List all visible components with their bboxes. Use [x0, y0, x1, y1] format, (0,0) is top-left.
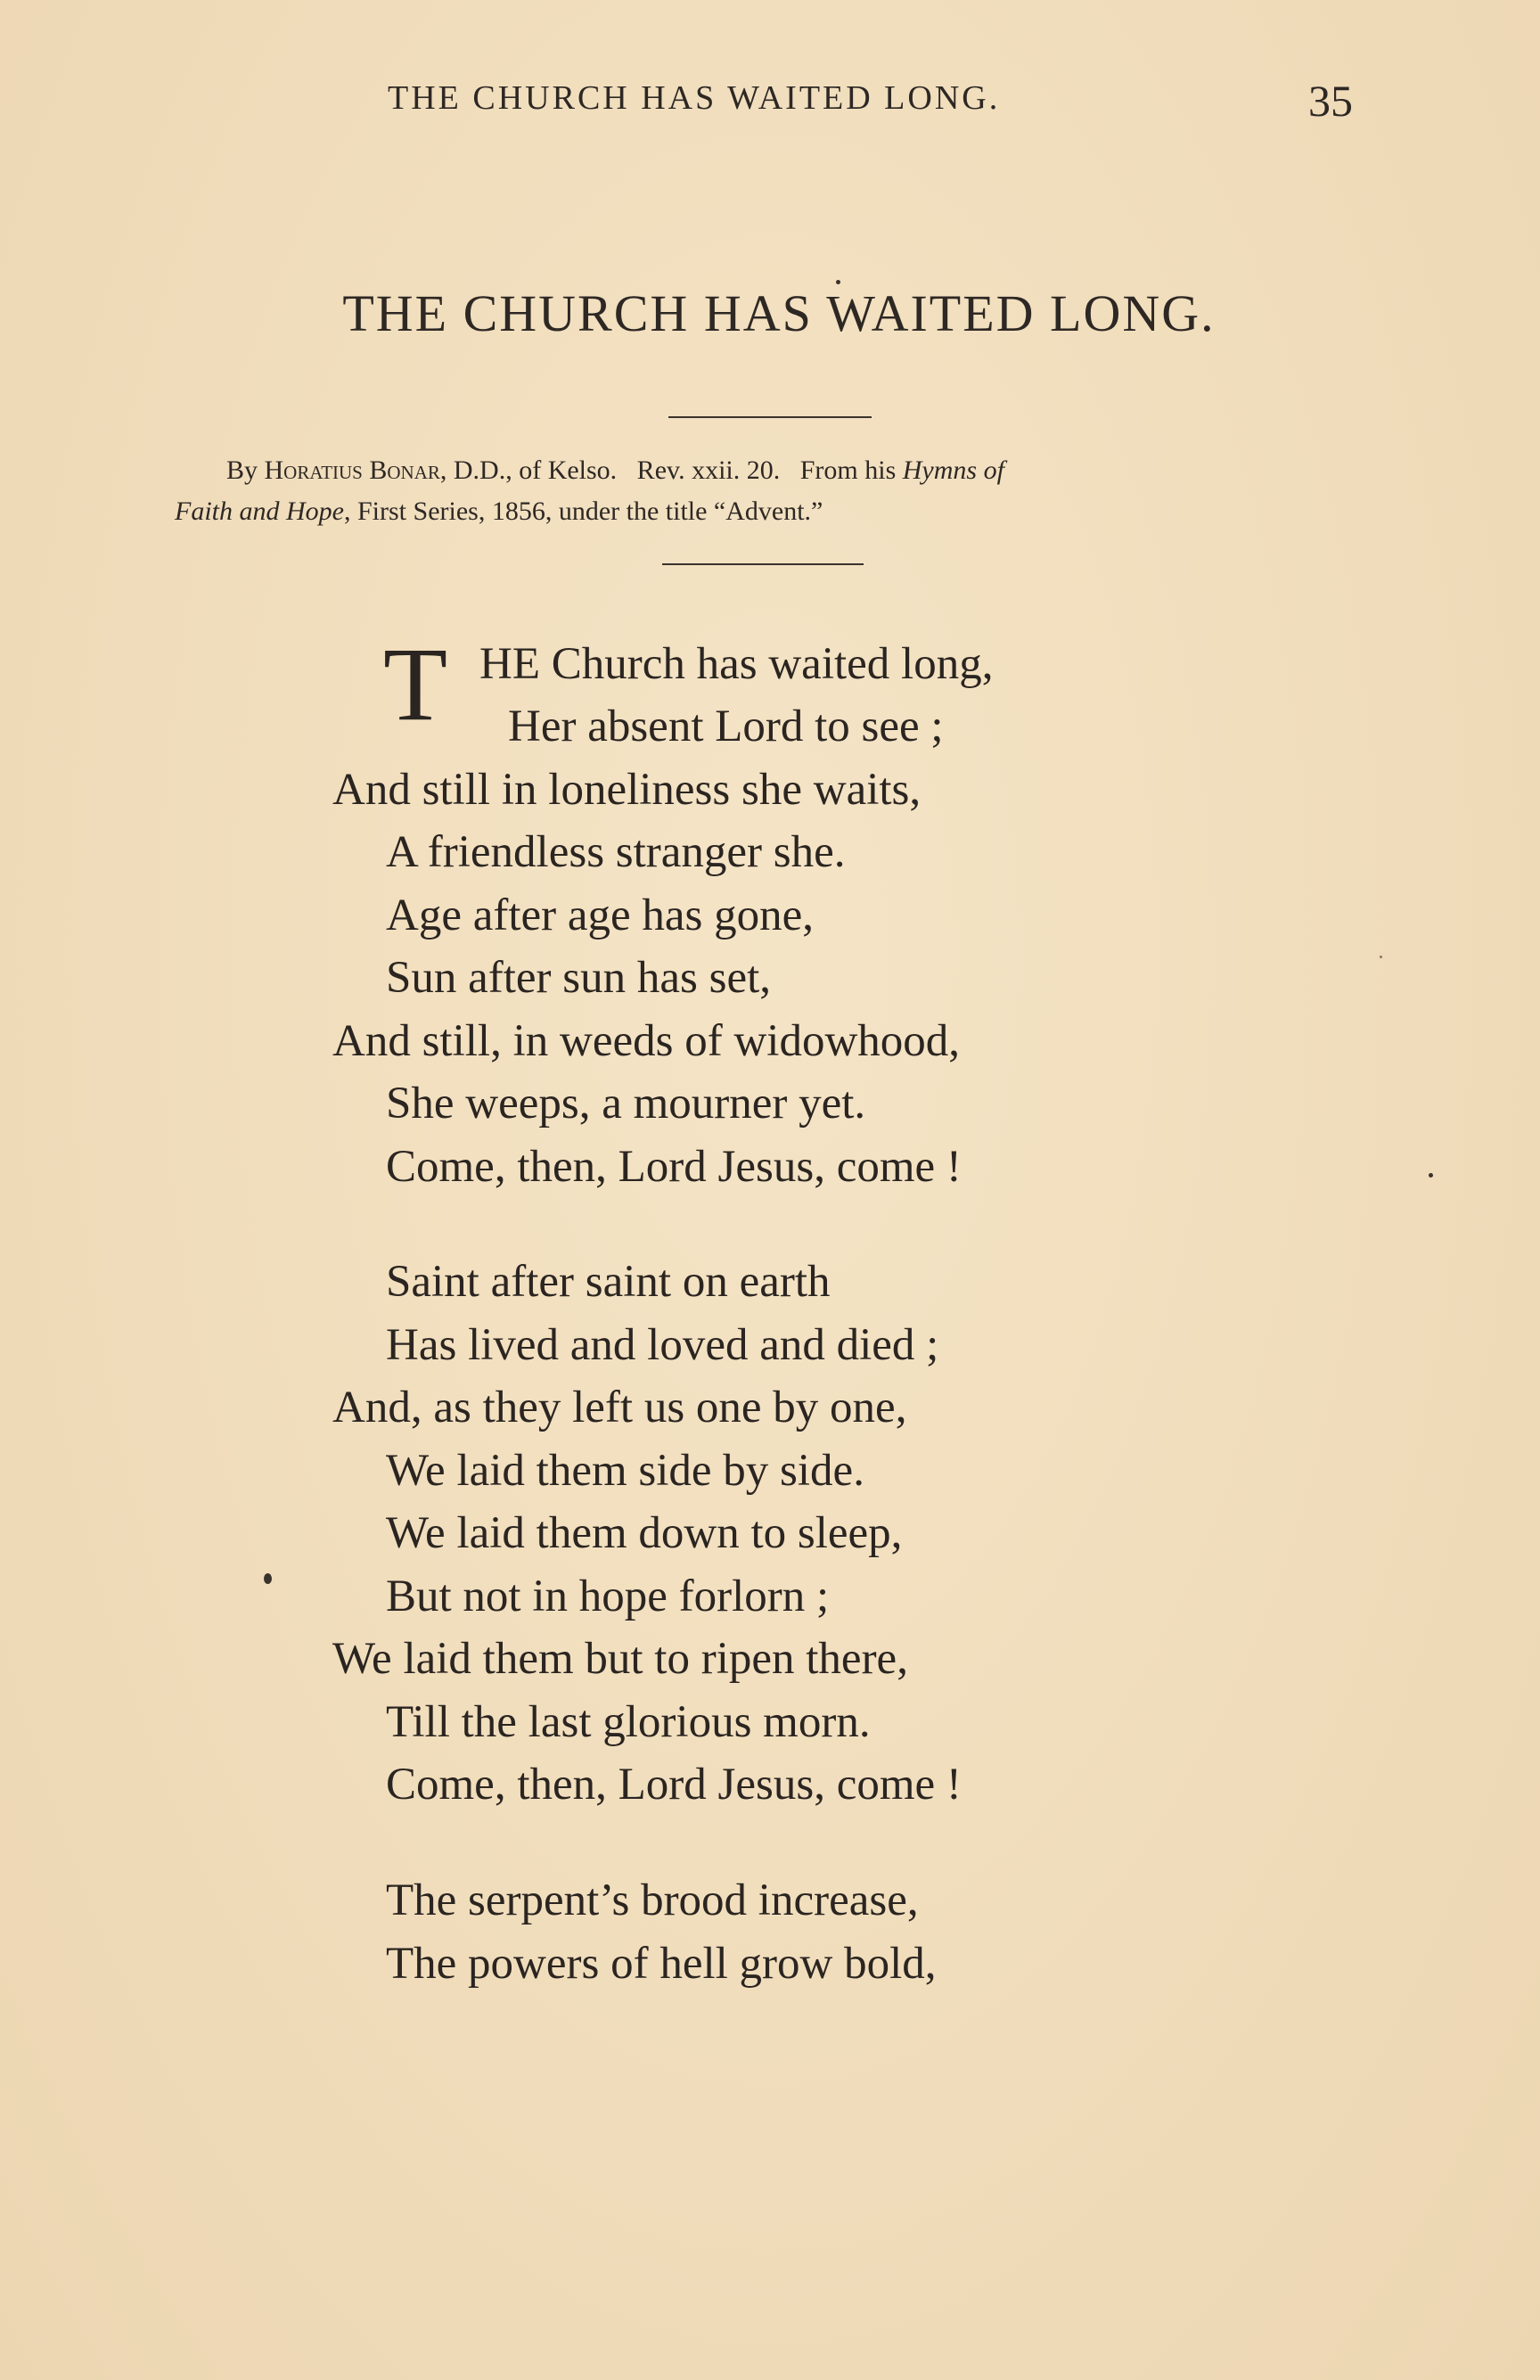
attribution	[175, 450, 1369, 532]
drop-cap: T	[383, 626, 448, 743]
ink-speck	[264, 1573, 272, 1584]
poem-line: The serpent’s brood increase,	[386, 1875, 919, 1925]
attribution-by: By	[226, 455, 258, 485]
poem-line: We laid them down to sleep,	[386, 1508, 903, 1558]
ink-speck	[1429, 1173, 1433, 1178]
poem-line: The powers of hell grow bold,	[386, 1939, 937, 1989]
poem-line: Her absent Lord to see ;	[508, 702, 944, 751]
poem-line: Come, then, Lord Jesus, come !	[386, 1760, 962, 1810]
attribution-author: Horatius Bonar	[264, 455, 440, 485]
attribution-book-title-part1: Hymns of	[902, 455, 1004, 485]
poem-line: We laid them but to ripen there,	[332, 1634, 908, 1684]
ink-speck	[1380, 956, 1382, 958]
poem-title	[0, 283, 1540, 343]
attribution-book-title-part2: Faith and Hope	[175, 497, 344, 526]
poem-line: Come, then, Lord Jesus, come !	[386, 1142, 962, 1192]
attribution-rest: , First Series, 1856, under the title “Advent.”	[343, 497, 823, 526]
poem-line: Saint after saint on earth	[386, 1257, 831, 1307]
poem-line: HE Church has waited long,	[479, 639, 994, 689]
poem-line: She weeps, a mourner yet.	[386, 1079, 866, 1128]
poem-line: And, as they left us one by one,	[332, 1383, 907, 1432]
page-number: 35	[1308, 76, 1353, 126]
attribution-line-2	[175, 491, 1369, 532]
poem-line: We laid them side by side.	[386, 1446, 864, 1496]
poem-line: A friendless stranger she.	[386, 827, 846, 877]
poem-line: And still, in weeds of widowhood,	[332, 1016, 961, 1066]
poem-line: And still in loneliness she waits,	[332, 765, 922, 815]
attribution-source: , D.D., of Kelso. Rev. xxii. 20. From his	[439, 455, 903, 485]
poem-line: Age after age has gone,	[386, 890, 815, 940]
divider-rule-top	[668, 416, 872, 418]
poem-line: Till the last glorious morn.	[386, 1697, 871, 1747]
poem-line: Sun after sun has set,	[386, 953, 772, 1003]
attribution-line-1	[175, 450, 1369, 491]
poem-line: Has lived and loved and died ;	[386, 1320, 939, 1370]
poem-title-text: THE CHURCH HAS WAITED LONG.	[342, 284, 1216, 342]
poem-line: But not in hope forlorn ;	[386, 1572, 830, 1621]
divider-rule-bottom	[662, 563, 864, 565]
running-head: THE CHURCH HAS WAITED LONG.	[388, 79, 1001, 117]
ink-speck	[836, 280, 840, 284]
